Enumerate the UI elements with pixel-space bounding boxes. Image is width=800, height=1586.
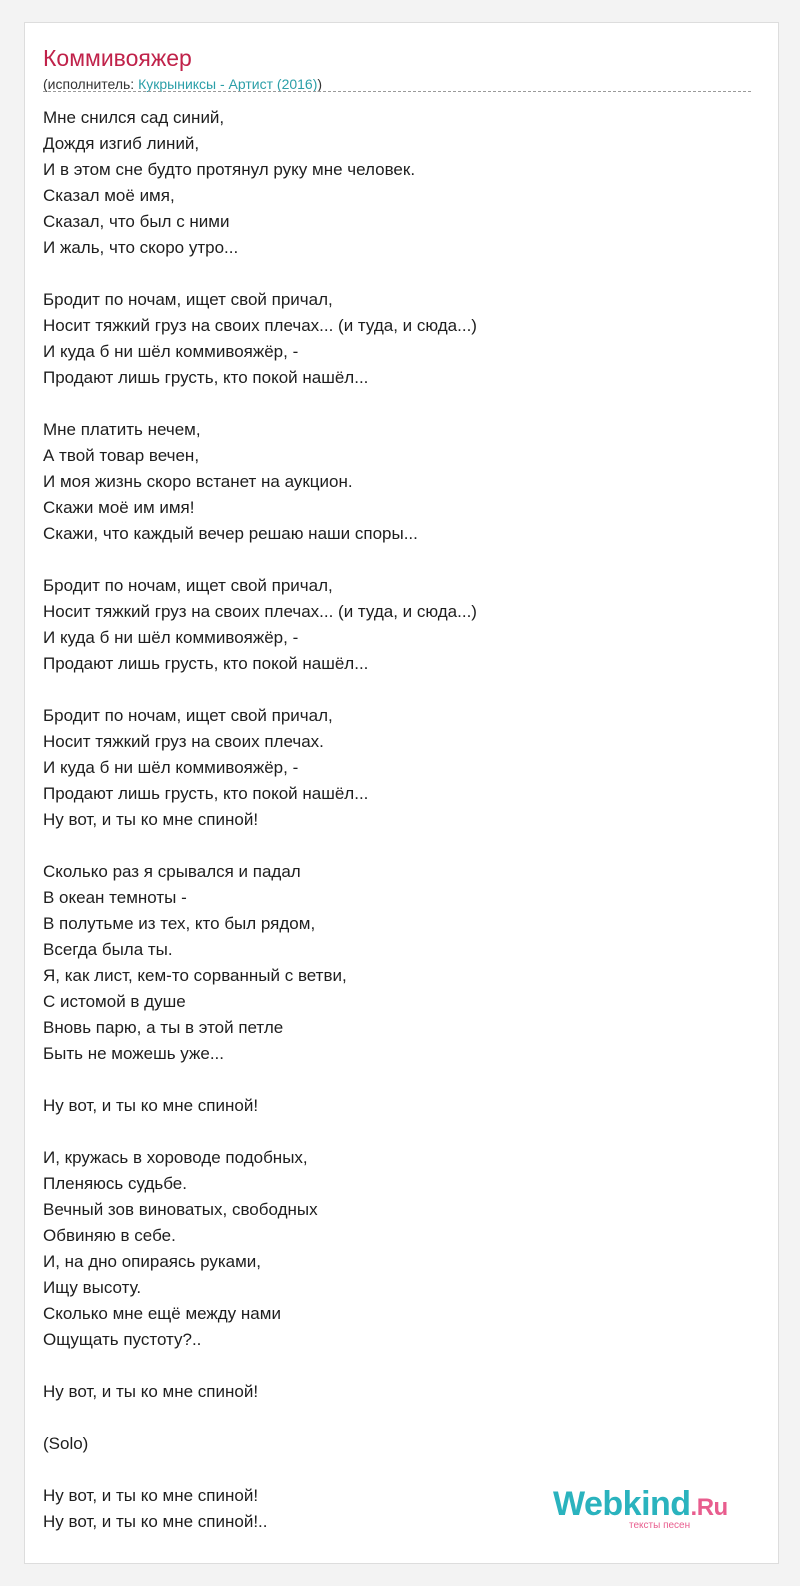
- lyric-line: И, на дно опираясь руками,: [43, 1252, 262, 1271]
- lyric-line: Я, как лист, кем-то сорванный с ветви,: [43, 966, 347, 985]
- lyric-line: Бродит по ночам, ищет свой причал,: [43, 576, 333, 595]
- lyric-line: Продают лишь грусть, кто покой нашёл...: [43, 368, 369, 387]
- lyric-line: Носит тяжкий груз на своих плечах... (и туда, и сюда...): [43, 316, 477, 335]
- lyric-line: Ищу высоту.: [43, 1278, 142, 1297]
- lyric-line: Вновь парю, а ты в этой петле: [43, 1018, 284, 1037]
- lyric-line: С истомой в душе: [43, 992, 186, 1011]
- lyric-line: Сказал, что был с ними: [43, 212, 230, 231]
- lyric-line: Скажи моё им имя!: [43, 498, 195, 517]
- lyric-line: И моя жизнь скоро встанет на аукцион.: [43, 472, 353, 491]
- lyric-line: Ну вот, и ты ко мне спиной!: [43, 810, 259, 829]
- lyric-line: Ну вот, и ты ко мне спиной!: [43, 1486, 259, 1505]
- lyric-blank-line: [43, 1353, 743, 1379]
- lyric-line: Ну вот, и ты ко мне спиной!: [43, 1382, 259, 1401]
- song-title: Коммивояжер: [43, 45, 192, 71]
- lyric-line: Скажи, что каждый вечер решаю наши споры...: [43, 524, 418, 543]
- lyric-blank-line: [43, 391, 743, 417]
- lyric-line: В полутьме из тех, кто был рядом,: [43, 914, 316, 933]
- lyric-line: Продают лишь грусть, кто покой нашёл...: [43, 654, 369, 673]
- lyric-line: И жаль, что скоро утро...: [43, 238, 239, 257]
- lyric-line: Пленяюсь судьбе.: [43, 1174, 187, 1193]
- lyric-line: Дождя изгиб линий,: [43, 134, 200, 153]
- lyric-line: (Solo): [43, 1434, 89, 1453]
- lyric-line: И в этом сне будто протянул руку мне человек.: [43, 160, 416, 179]
- lyric-line: Сколько раз я срывался и падал: [43, 862, 301, 881]
- logo-tagline: тексты песен: [629, 1520, 691, 1531]
- lyric-line: Быть не можешь уже...: [43, 1044, 224, 1063]
- lyric-line: Всегда была ты.: [43, 940, 173, 959]
- lyric-blank-line: [43, 261, 743, 287]
- artist-link[interactable]: Кукрыниксы - Артист (2016): [138, 76, 318, 92]
- lyric-blank-line: [43, 833, 743, 859]
- lyric-line: И куда б ни шёл коммивояжёр, -: [43, 628, 299, 647]
- lyric-blank-line: [43, 1067, 743, 1093]
- lyric-line: Вечный зов виноватых, свободных: [43, 1200, 318, 1219]
- title-divider: [43, 91, 751, 92]
- lyric-line: Ощущать пустоту?..: [43, 1330, 202, 1349]
- lyric-line: Обвиняю в себе.: [43, 1226, 176, 1245]
- logo-word: Webkind: [553, 1485, 691, 1523]
- lyric-blank-line: [43, 1405, 743, 1431]
- logo-tld: .Ru: [690, 1494, 728, 1521]
- lyric-line: Бродит по ночам, ищет свой причал,: [43, 706, 333, 725]
- lyric-line: Носит тяжкий груз на своих плечах... (и туда, и сюда...): [43, 602, 477, 621]
- artist-suffix: ): [317, 76, 323, 92]
- lyric-line: Ну вот, и ты ко мне спиной!: [43, 1096, 259, 1115]
- lyric-line: И куда б ни шёл коммивояжёр, -: [43, 342, 299, 361]
- lyric-blank-line: [43, 677, 743, 703]
- lyric-line: Ну вот, и ты ко мне спиной!..: [43, 1512, 268, 1531]
- lyric-blank-line: [43, 1457, 743, 1483]
- lyric-blank-line: [43, 1119, 743, 1145]
- lyric-blank-line: [43, 547, 743, 573]
- artist-prefix: (исполнитель:: [43, 76, 139, 92]
- lyric-line: Мне платить нечем,: [43, 420, 201, 439]
- lyric-line: Продают лишь грусть, кто покой нашёл...: [43, 784, 369, 803]
- lyric-line: Бродит по ночам, ищет свой причал,: [43, 290, 333, 309]
- webkind-logo[interactable]: [553, 1484, 743, 1532]
- lyric-line: А твой товар вечен,: [43, 446, 200, 465]
- lyric-line: Носит тяжкий груз на своих плечах.: [43, 732, 324, 751]
- lyric-line: Мне снился сад синий,: [43, 108, 225, 127]
- lyric-line: И, кружась в хороводе подобных,: [43, 1148, 308, 1167]
- lyric-line: В океан темноты -: [43, 888, 187, 907]
- lyrics-body: [43, 105, 743, 1535]
- lyrics-card: [24, 22, 779, 1564]
- lyric-line: Сказал моё имя,: [43, 186, 175, 205]
- lyric-line: И куда б ни шёл коммивояжёр, -: [43, 758, 299, 777]
- lyric-line: Сколько мне ещё между нами: [43, 1304, 281, 1323]
